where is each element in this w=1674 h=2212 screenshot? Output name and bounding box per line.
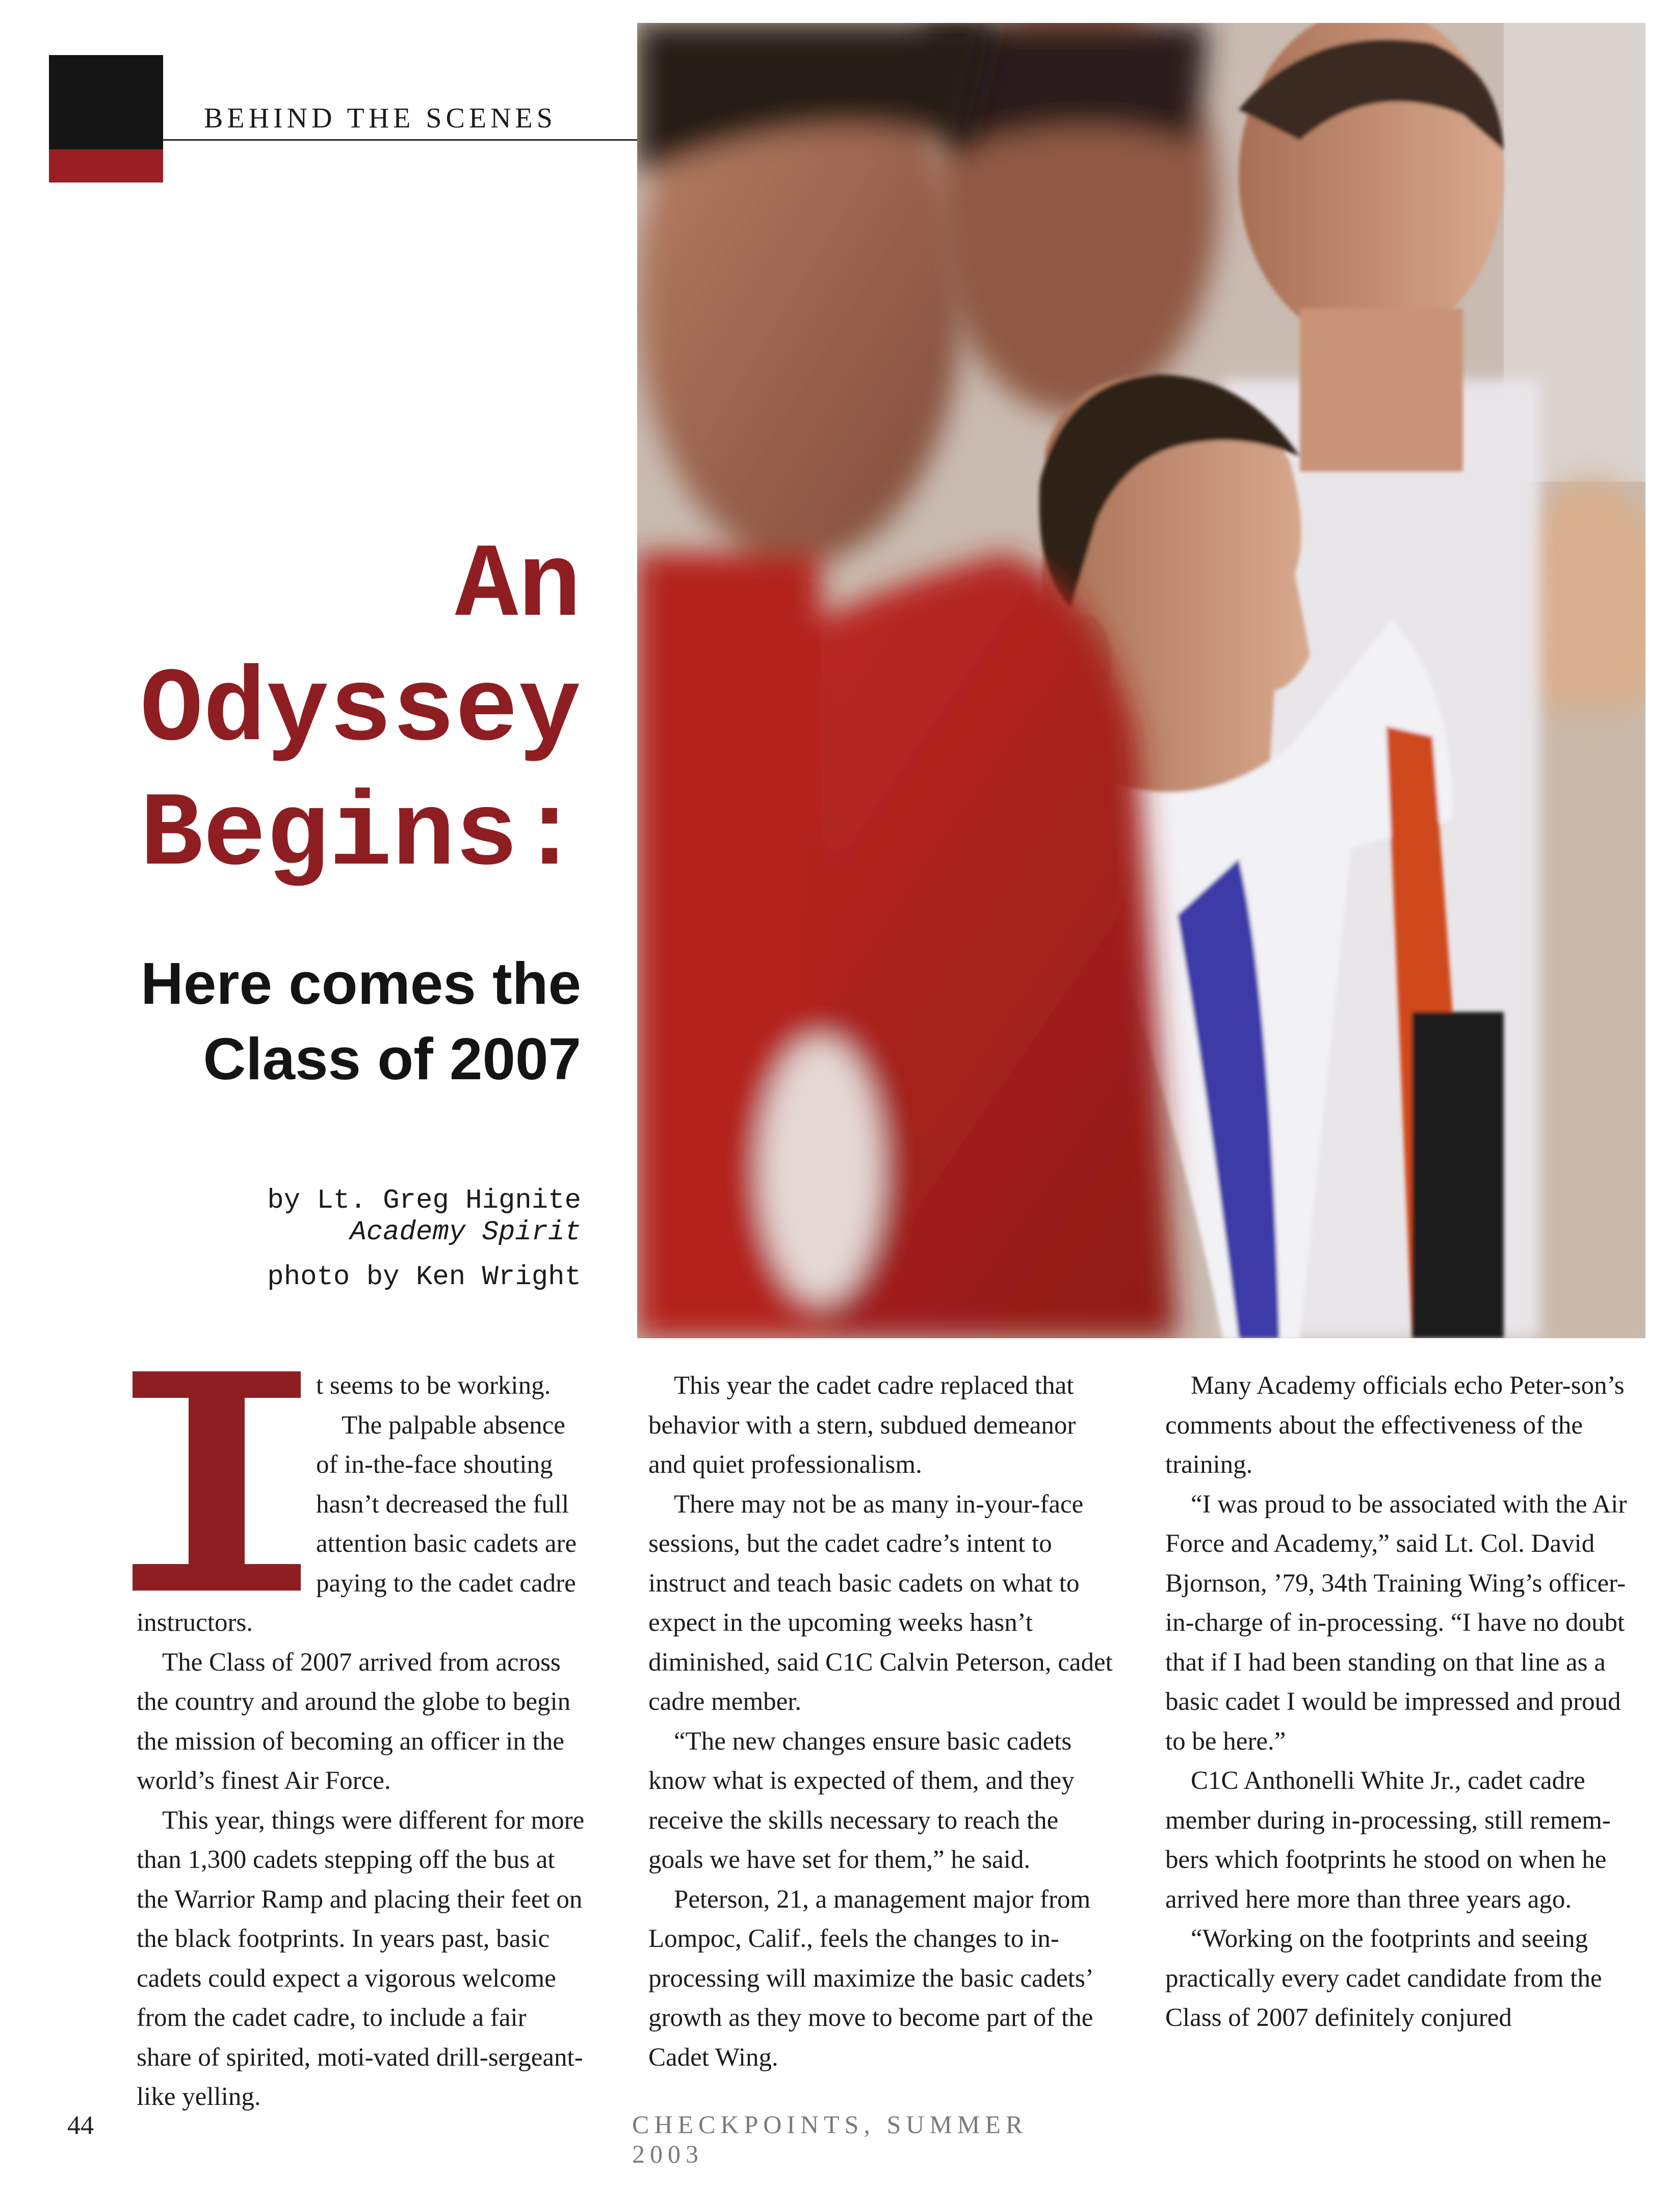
- drop-cap: [133, 1371, 301, 1591]
- section-block-red: [49, 149, 163, 183]
- title-line-3: Begins:: [140, 776, 581, 895]
- section-rule: [163, 139, 640, 141]
- section-label: BEHIND THE SCENES: [204, 102, 557, 134]
- paragraph: “I was proud to be associated with the Air Force and Academy,” said Lt. Col. David Bjornson, ’79, 34th Training Wing’s officer-in-charge of in-processing. “I have no doubt that if I had been standing on that line as a basic cadet I would be impressed and proud to be here.”: [1165, 1490, 1627, 1756]
- title-line-2: Odyssey: [140, 652, 581, 771]
- paragraph: The Class of 2007 arrived from across the country and around the globe to begin the mission of becoming an officer in the world’s finest Air Force.: [137, 1648, 571, 1795]
- article-column-3: [1165, 1366, 1634, 2038]
- paragraph: The palpable absence of in-the-face shouting hasn’t decreased the full attention basic cadets are paying to the cadet cadre instructors.: [137, 1411, 577, 1637]
- footer-publication: CHECKPOINTS, SUMMER 2003: [632, 2110, 1028, 2168]
- cadets-photo: [637, 23, 1645, 1338]
- section-color-block: [49, 55, 163, 183]
- photo-credit: photo by Ken Wright: [267, 1262, 581, 1293]
- article-column-2: [648, 1366, 1117, 2077]
- page-number: 44: [67, 2111, 94, 2140]
- paragraph: “The new changes ensure basic cadets know what is expected of them, and they receive the skills necessary to reach the goals we have set for them,” he said.: [648, 1727, 1075, 1874]
- paragraph: Peterson, 21, a management major from Lompoc, Calif., feels the changes to in-processing will maximize the basic cadets’ growth as they move to become part of the Cadet Wing.: [648, 1885, 1093, 2072]
- section-block-black: [49, 55, 163, 149]
- paragraph: C1C Anthonelli White Jr., cadet cadre member during in-processing, still remem-bers which footprints he stood on when he arrived here more than three years ago.: [1165, 1766, 1611, 1914]
- paragraph: This year the cadet cadre replaced that behavior with a stern, subdued demeanor and quiet professionalism.: [648, 1371, 1076, 1479]
- article-subtitle: [51, 946, 581, 1097]
- subtitle-line-1: Here comes the: [141, 950, 581, 1017]
- paragraph: t seems to be working.: [316, 1371, 551, 1400]
- byline: [153, 1185, 581, 1293]
- title-line-1: An: [455, 528, 581, 646]
- byline-publication: Academy Spirit: [350, 1217, 581, 1248]
- paragraph: Many Academy officials echo Peter-son’s comments about the effectiveness of the training.: [1165, 1371, 1625, 1479]
- paragraph: There may not be as many in-your-face sessions, but the cadet cadre’s intent to instruct and teach basic cadets on what to expect in the upcoming weeks hasn’t diminished, said C1C Calvin Peterson, cadet cadre member.: [648, 1490, 1113, 1716]
- article-title: [31, 525, 581, 898]
- byline-author: by Lt. Greg Hignite: [267, 1185, 581, 1216]
- article-column-1: [137, 1366, 585, 2117]
- paragraph: This year, things were different for more than 1,300 cadets stepping off the bus at the Warrior Ramp and placing their feet on the black footprints. In years past, basic cadets could expect a vigorous welcome from the cadet cadre, to include a fair share of spirited, moti-vated drill-sergeant-like yelling.: [137, 1806, 585, 2111]
- subtitle-line-2: Class of 2007: [203, 1026, 581, 1092]
- paragraph: “Working on the footprints and seeing practically every cadet candidate from the Class of 2007 definitely conjured: [1165, 1924, 1602, 2032]
